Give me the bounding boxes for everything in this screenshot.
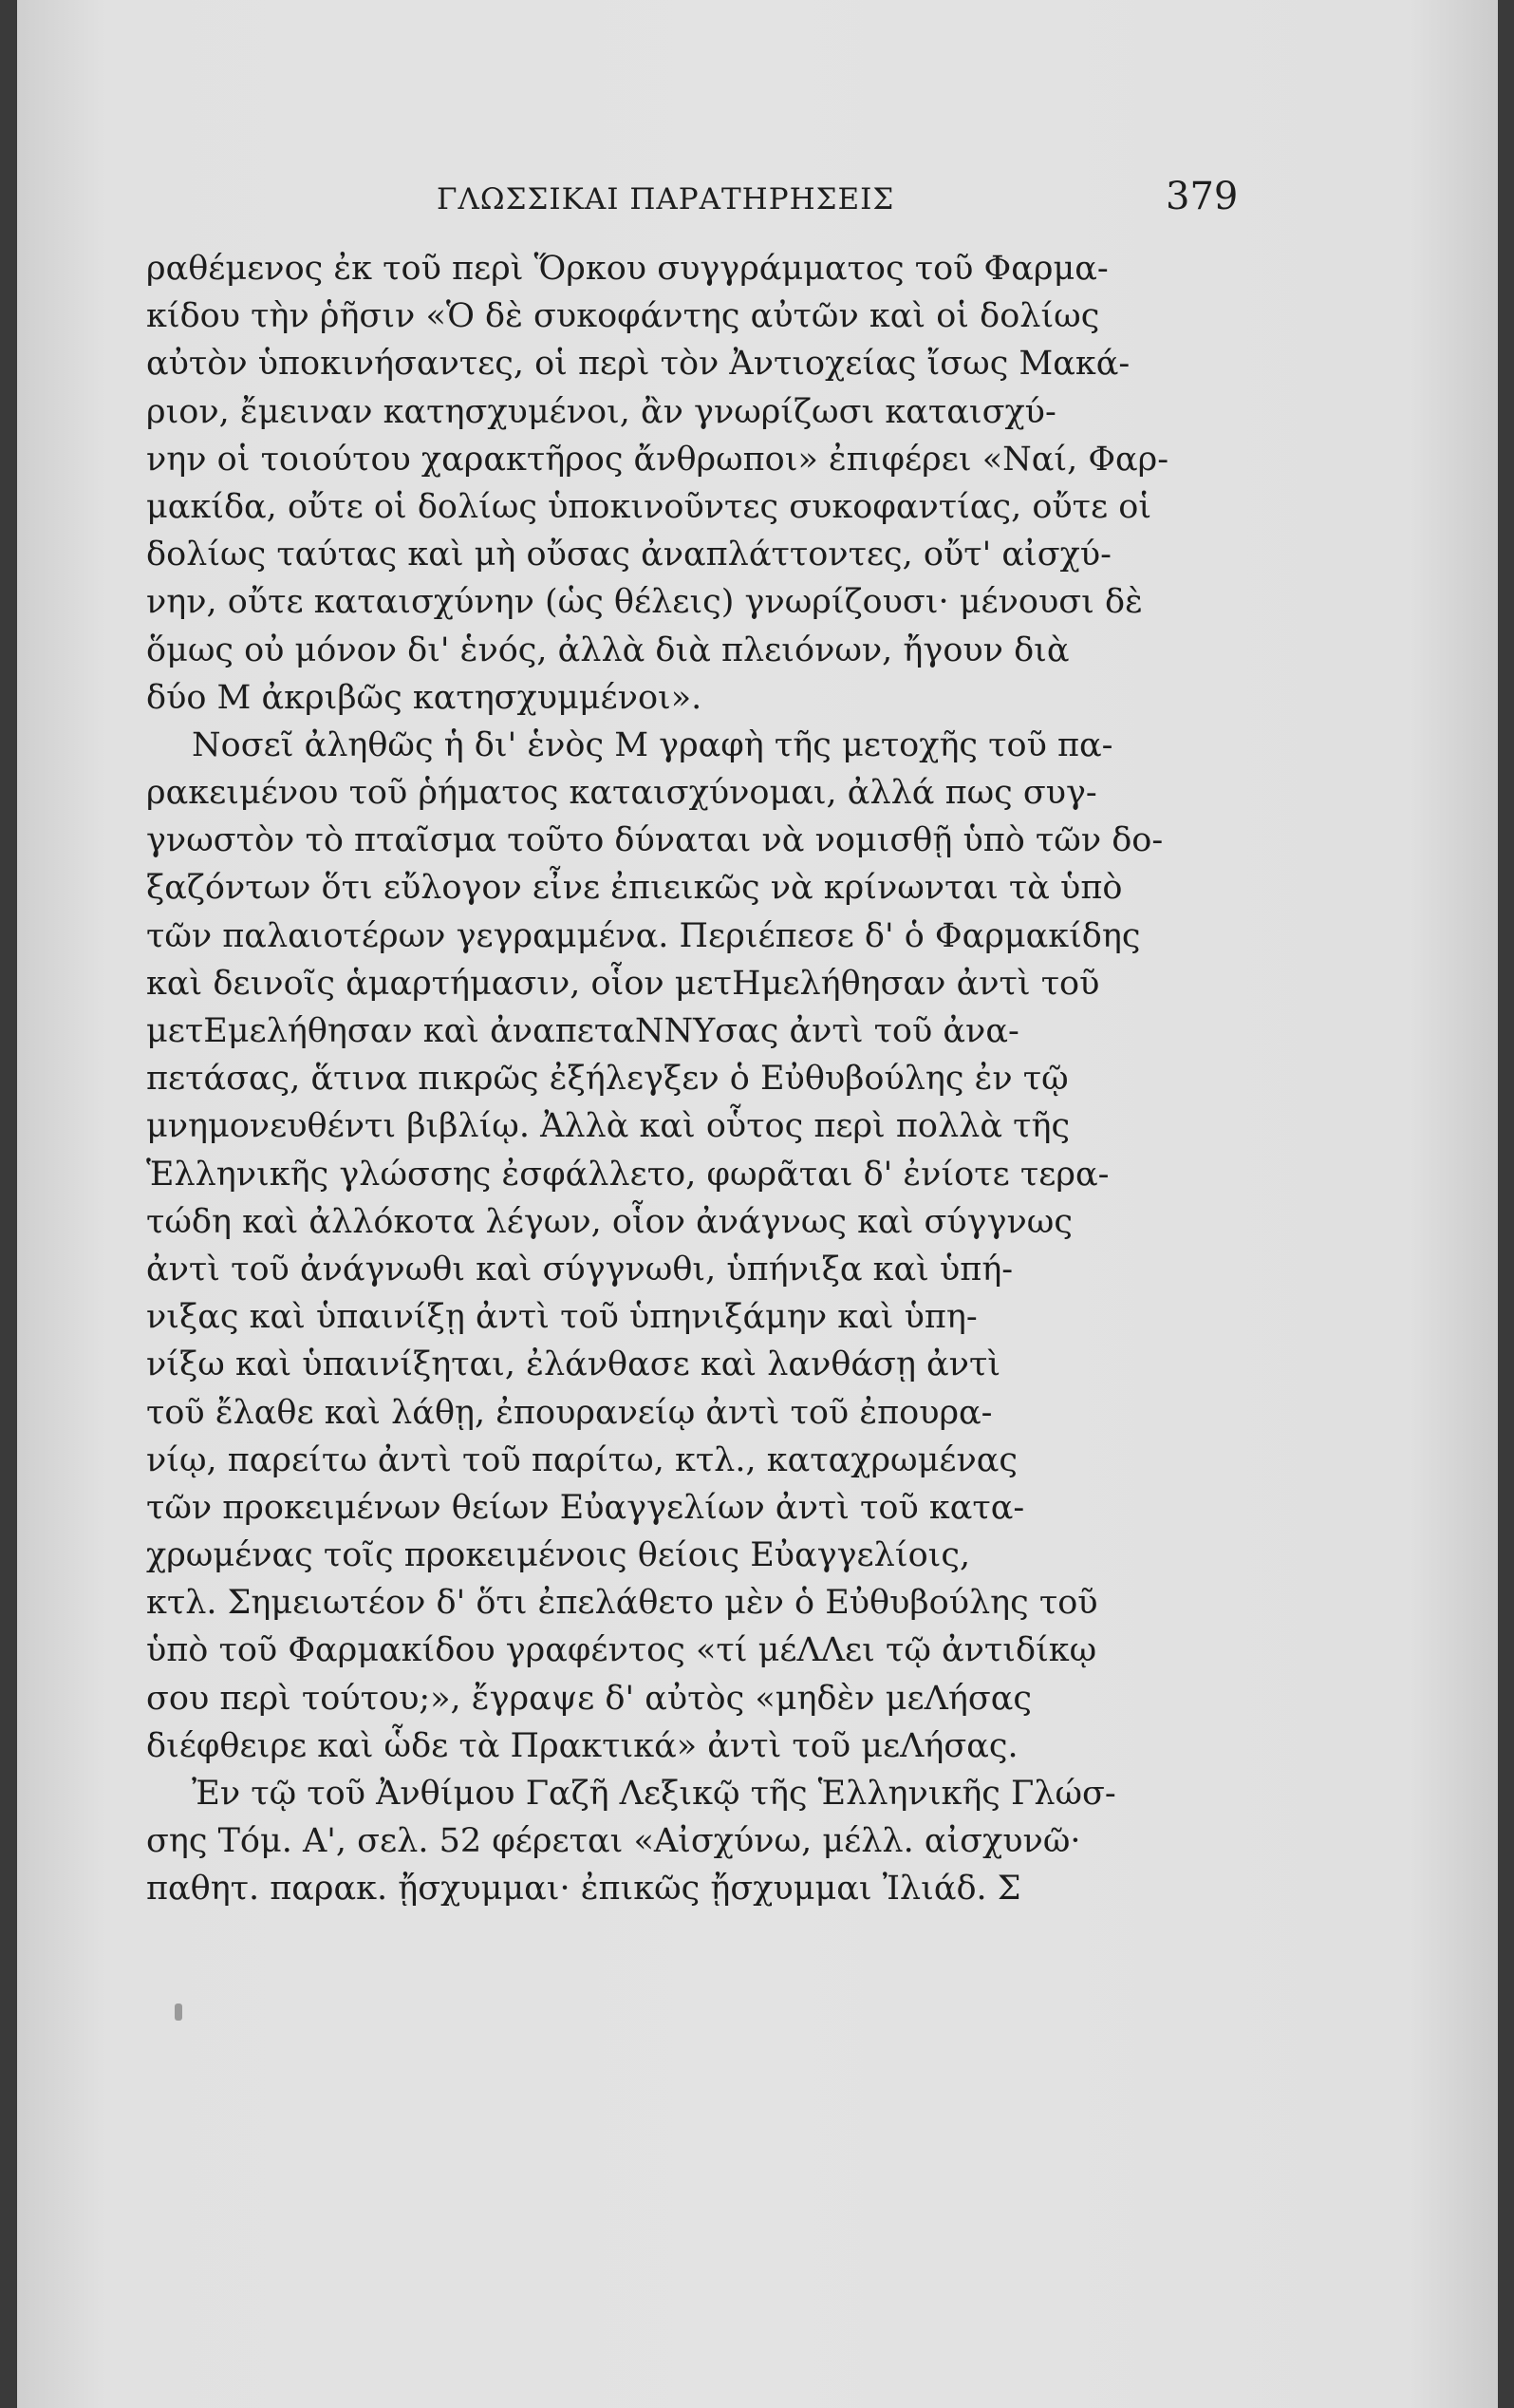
text-line: τοῦ ἔλαθε καὶ λάθῃ, ἐπουρανείῳ ἀντὶ τοῦ ἐπουρα-: [146, 1393, 993, 1432]
ink-speck: [175, 2004, 182, 2021]
text-line: νην οἱ τοιούτου χαρακτῆρος ἄνθρωποι» ἐπιφέρει «Ναί, Φαρ-: [146, 440, 1169, 479]
text-line: σου περὶ τούτου;», ἔγραψε δ' αὐτὸς «μηδὲν μεΛήσας: [146, 1679, 1032, 1718]
page-number: 379: [1166, 175, 1239, 218]
text-line: καὶ δεινοῖς ἁμαρτήμασιν, οἷον μετΗμελήθησαν ἀντὶ τοῦ: [146, 964, 1100, 1003]
running-title: ΓΛΩΣΣΙΚΑΙ ΠΑΡΑΤΗΡΗΣΕΙΣ: [437, 182, 895, 216]
text-line: διέφθειρε καὶ ὧδε τὰ Πρακτικά» ἀντὶ τοῦ μεΛήσας.: [146, 1726, 1019, 1765]
text-line: νιξας καὶ ὑπαινίξῃ ἀντὶ τοῦ ὑπηνιξάμην καὶ ὑπη-: [146, 1298, 978, 1337]
text-line: κτλ. Σημειωτέον δ' ὅτι ἐπελάθετο μὲν ὁ Εὐθυβούλης τοῦ: [146, 1584, 1098, 1623]
text-line: ριον, ἔμειναν κατησχυμένοι, ἂν γνωρίζωσι καταισχύ-: [146, 392, 1056, 431]
text-line: μνημονευθέντι βιβλίῳ. Ἀλλὰ καὶ οὗτος περὶ πολλὰ τῆς: [146, 1107, 1071, 1146]
text-line: γνωστὸν τὸ πταῖσμα τοῦτο δύναται νὰ νομισθῇ ὑπὸ τῶν δο-: [146, 821, 1164, 860]
book-page: [17, 0, 1498, 2408]
text-line: σης Τόμ. Α', σελ. 52 φέρεται «Αἰσχύνω, μέλλ. αἰσχυνῶ·: [146, 1822, 1081, 1861]
text-line: Ἑλληνικῆς γλώσσης ἐσφάλλετο, φωρᾶται δ' ἐνίοτε τερα-: [146, 1155, 1110, 1194]
paragraph-start-line: Νοσεῖ ἀληθῶς ἡ δι' ἑνὸς Μ γραφὴ τῆς μετοχῆς τοῦ πα-: [192, 725, 1113, 764]
page-header: [17, 175, 1498, 226]
text-line: νίξω καὶ ὑπαινίξηται, ἐλάνθασε καὶ λανθάσῃ ἀντὶ: [146, 1345, 1001, 1384]
text-line: ξαζόντων ὅτι εὔλογον εἶνε ἐπιεικῶς νὰ κρίνωνται τὰ ὑπὸ: [146, 869, 1123, 908]
text-line: δολίως ταύτας καὶ μὴ οὔσας ἀναπλάττοντες, οὔτ' αἰσχύ-: [146, 536, 1112, 574]
text-line: τῶν προκειμένων θείων Εὐαγγελίων ἀντὶ τοῦ κατα-: [146, 1488, 1025, 1527]
text-line: πετάσας, ἅτινα πικρῶς ἐξήλεγξεν ὁ Εὐθυβούλης ἐν τῷ: [146, 1060, 1069, 1099]
text-line: ρακειμένου τοῦ ῥήματος καταισχύνομαι, ἀλλά πως συγ-: [146, 774, 1097, 813]
text-line: δύο Μ ἀκριβῶς κατησχυμμένοι».: [146, 678, 702, 717]
text-line: τώδη καὶ ἀλλόκοτα λέγων, οἷον ἀνάγνως καὶ σύγγνως: [146, 1202, 1073, 1241]
text-line: χρωμένας τοῖς προκειμένοις θείοις Εὐαγγελίοις,: [146, 1536, 971, 1575]
text-line: ραθέμενος ἐκ τοῦ περὶ Ὅρκου συγγράμματος τοῦ Φαρμα-: [146, 250, 1109, 288]
text-line: παθητ. παρακ. ᾔσχυμμαι· ἐπικῶς ᾔσχυμμαι Ἰλιάδ. Σ: [146, 1870, 1021, 1909]
body-text: [146, 245, 1262, 1913]
text-line: μετΕμελήθησαν καὶ ἀναπεταΝΝΥσας ἀντὶ τοῦ ἀνα-: [146, 1012, 1019, 1050]
text-line: ὅμως οὐ μόνον δι' ἑνός, ἀλλὰ διὰ πλειόνων, ἤγουν διὰ: [146, 630, 1070, 669]
text-line: αὐτὸν ὑποκινήσαντες, οἱ περὶ τὸν Ἀντιοχείας ἴσως Μακά-: [146, 345, 1131, 384]
text-line: τῶν παλαιοτέρων γεγραμμένα. Περιέπεσε δ' ὁ Φαρμακίδης: [146, 916, 1141, 955]
text-line: νην, οὔτε καταισχύνην (ὡς θέλεις) γνωρίζουσι· μένουσι δὲ: [146, 583, 1143, 622]
text-line: κίδου τὴν ῥῆσιν «Ὁ δὲ συκοφάντης αὐτῶν καὶ οἱ δολίως: [146, 297, 1100, 336]
text-line: μακίδα, οὔτε οἱ δολίως ὑποκινοῦντες συκοφαντίας, οὔτε οἱ: [146, 487, 1152, 526]
text-line: νίῳ, παρείτω ἀντὶ τοῦ παρίτω, κτλ., καταχρωμένας: [146, 1440, 1018, 1479]
paragraph-start-line: Ἐν τῷ τοῦ Ἀνθίμου Γαζῆ Λεξικῷ τῆς Ἑλληνικῆς Γλώσ-: [192, 1775, 1116, 1813]
text-line: ὑπὸ τοῦ Φαρμακίδου γραφέντος «τί μέΛΛει τῷ ἀντιδίκῳ: [146, 1631, 1097, 1670]
text-line: ἀντὶ τοῦ ἀνάγνωθι καὶ σύγγνωθι, ὑπήνιξα καὶ ὑπή-: [146, 1250, 1014, 1289]
